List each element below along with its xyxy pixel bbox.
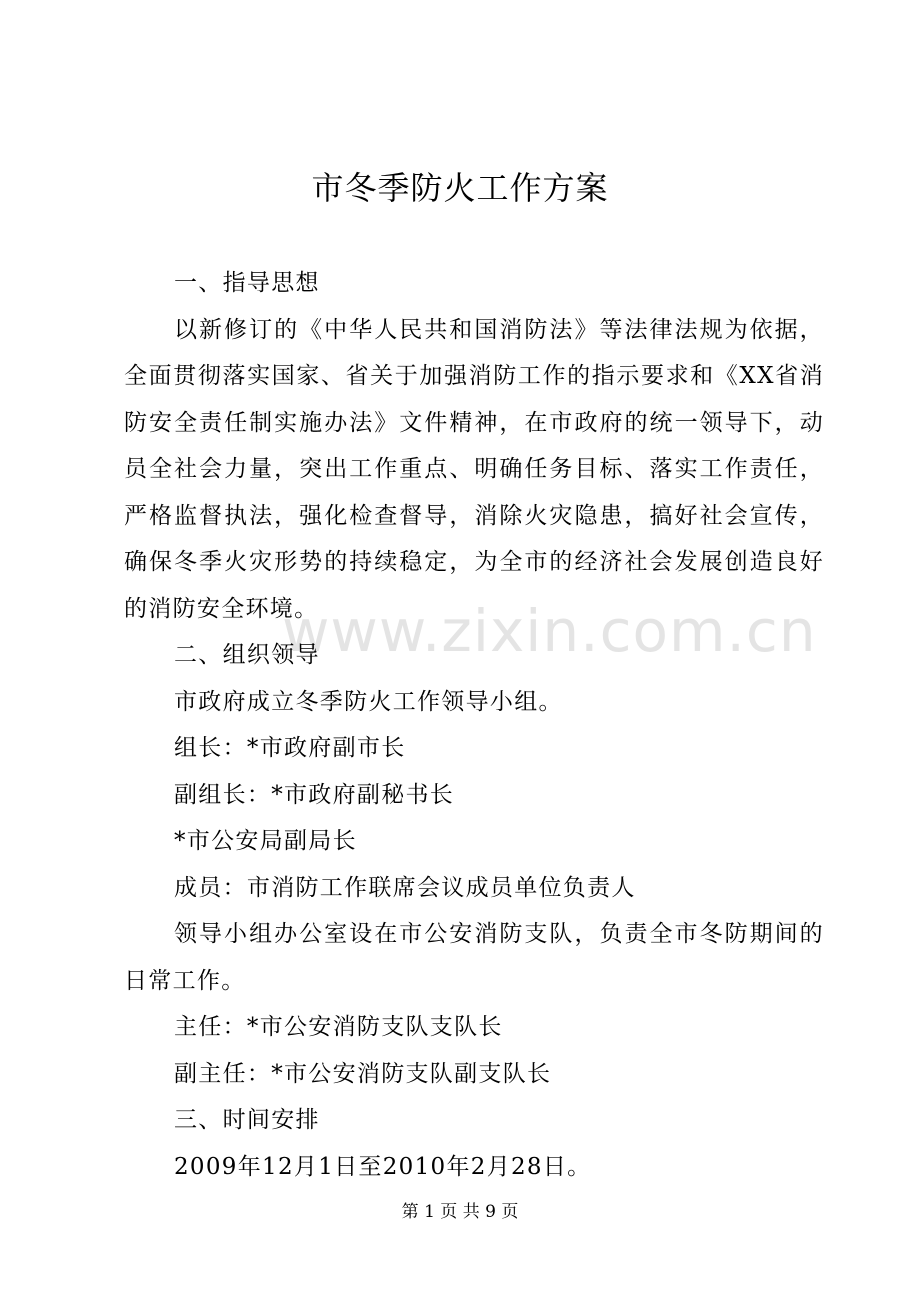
section-heading-organization: 二、组织领导 — [174, 642, 320, 668]
document-body — [124, 260, 824, 1190]
paragraph-members: 成员：市消防工作联席会议成员单位负责人 — [174, 874, 636, 901]
page-footer: 第 1 页 共 9 页 — [401, 1202, 519, 1222]
paragraph-schedule: 2009年12月1日至2010年2月28日。 — [174, 1153, 592, 1180]
paragraph-office: 领导小组办公室设在市公安消防支队，负责全市冬防期间的日常工作。 — [124, 921, 824, 994]
section-heading-guiding-ideology: 一、指导思想 — [174, 270, 320, 296]
watermark: www.zixin.com.cn — [282, 597, 817, 665]
paragraph-deputy-leader-2: *市公安局副局长 — [174, 828, 357, 854]
document-title: 市冬季防火工作方案 — [311, 169, 609, 207]
paragraph-director: 主任：*市公安消防支队支队长 — [174, 1014, 503, 1040]
paragraph-deputy-director: 副主任：*市公安消防支队副支队长 — [174, 1060, 552, 1087]
section-heading-schedule: 三、时间安排 — [174, 1107, 320, 1133]
paragraph-group-leader: 组长：*市政府副市长 — [174, 735, 406, 761]
paragraph-guiding-ideology: 以新修订的《中华人民共和国消防法》等法律法规为依据，全面贯彻落实国家、省关于加强消防工作的指示要求和《XX省消防安全责任制实施办法》文件精神，在市政府的统一领导下，动员全社会力量，突出工作重点、明确任务目标、落实工作责任，严格监督执法，强化检查督导，消除火灾隐患，搞好社会宣传，确保冬季火灾形势的持续稳定，为全市的经济社会发展创造良好的消防安全环境。 — [124, 316, 824, 622]
paragraph-leadership-group: 市政府成立冬季防火工作领导小组。 — [174, 688, 563, 715]
paragraph-deputy-leader: 副组长：*市政府副秘书长 — [174, 781, 455, 808]
